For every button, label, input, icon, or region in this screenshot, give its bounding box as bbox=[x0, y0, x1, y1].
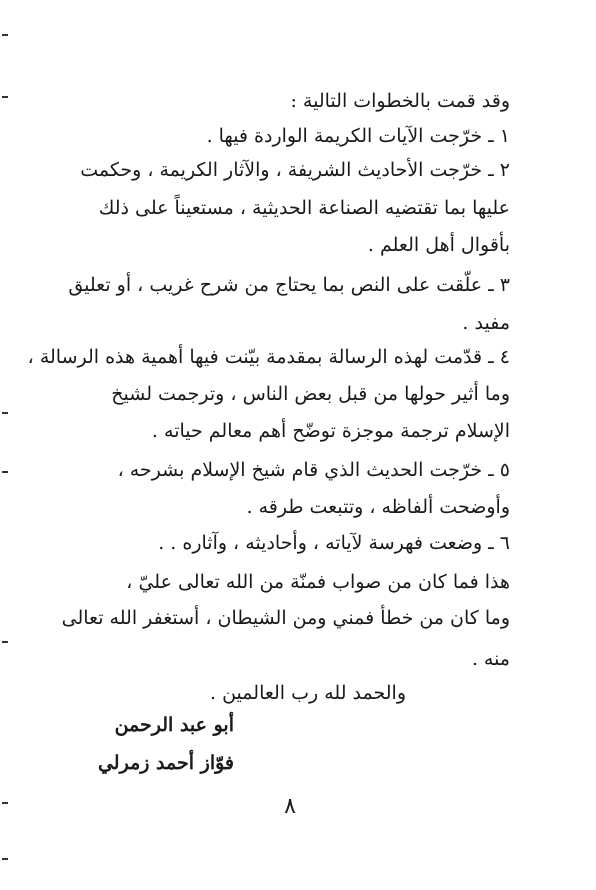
margin-mark bbox=[2, 858, 8, 860]
step-line: ١ ـ خرّجت الآيات الكريمة الواردة فيها . bbox=[206, 125, 510, 147]
step-line: مفيد . bbox=[462, 312, 510, 334]
signature-name: فوّاز أحمد زمرلي bbox=[97, 752, 234, 774]
closing-line: هذا فما كان من صواب فمنّة من الله تعالى عليّ ، bbox=[126, 571, 510, 593]
margin-mark bbox=[2, 471, 8, 473]
step-line: ٣ ـ علّقت على النص بما يحتاج من شرح غريب ، أو تعليق bbox=[68, 274, 510, 296]
step-line: ٢ ـ خرّجت الأحاديث الشريفة ، والآثار الكريمة ، وحكمت bbox=[80, 159, 510, 181]
signature-kunya: أبو عبد الرحمن bbox=[114, 714, 234, 736]
step-line: ٦ ـ وضعت فهرسة لآياته ، وأحاديثه ، وآثاره . . bbox=[158, 532, 510, 554]
step-line: وأوضحت ألفاظه ، وتتبعت طرقه . bbox=[246, 496, 510, 518]
intro-line: وقد قمت بالخطوات التالية : bbox=[290, 90, 510, 112]
step-line: وما أثير حولها من قبل بعض الناس ، وترجمت لشيخ bbox=[111, 383, 510, 405]
margin-mark bbox=[2, 412, 8, 414]
margin-mark bbox=[2, 96, 8, 98]
closing-line: منه . bbox=[471, 648, 510, 670]
step-line: عليها بما تقتضيه الصناعة الحديثية ، مستعيناً على ذلك bbox=[98, 197, 510, 219]
margin-mark bbox=[2, 34, 8, 36]
closing-line: وما كان من خطأ فمني ومن الشيطان ، أستغفر الله تعالى bbox=[61, 607, 510, 629]
step-line: الإسلام ترجمة موجزة توضّح أهم معالم حياته . bbox=[151, 420, 510, 442]
step-line: بأقوال أهل العلم . bbox=[367, 234, 510, 256]
step-line: ٥ ـ خرّجت الحديث الذي قام شيخ الإسلام بشرحه ، bbox=[117, 459, 510, 481]
closing-line: والحمد لله رب العالمين . bbox=[210, 682, 406, 704]
margin-mark bbox=[2, 641, 8, 643]
step-line: ٤ ـ قدّمت لهذه الرسالة بمقدمة بيّنت فيها أهمية هذه الرسالة ، bbox=[27, 346, 510, 368]
page-number: ٨ bbox=[284, 794, 296, 819]
